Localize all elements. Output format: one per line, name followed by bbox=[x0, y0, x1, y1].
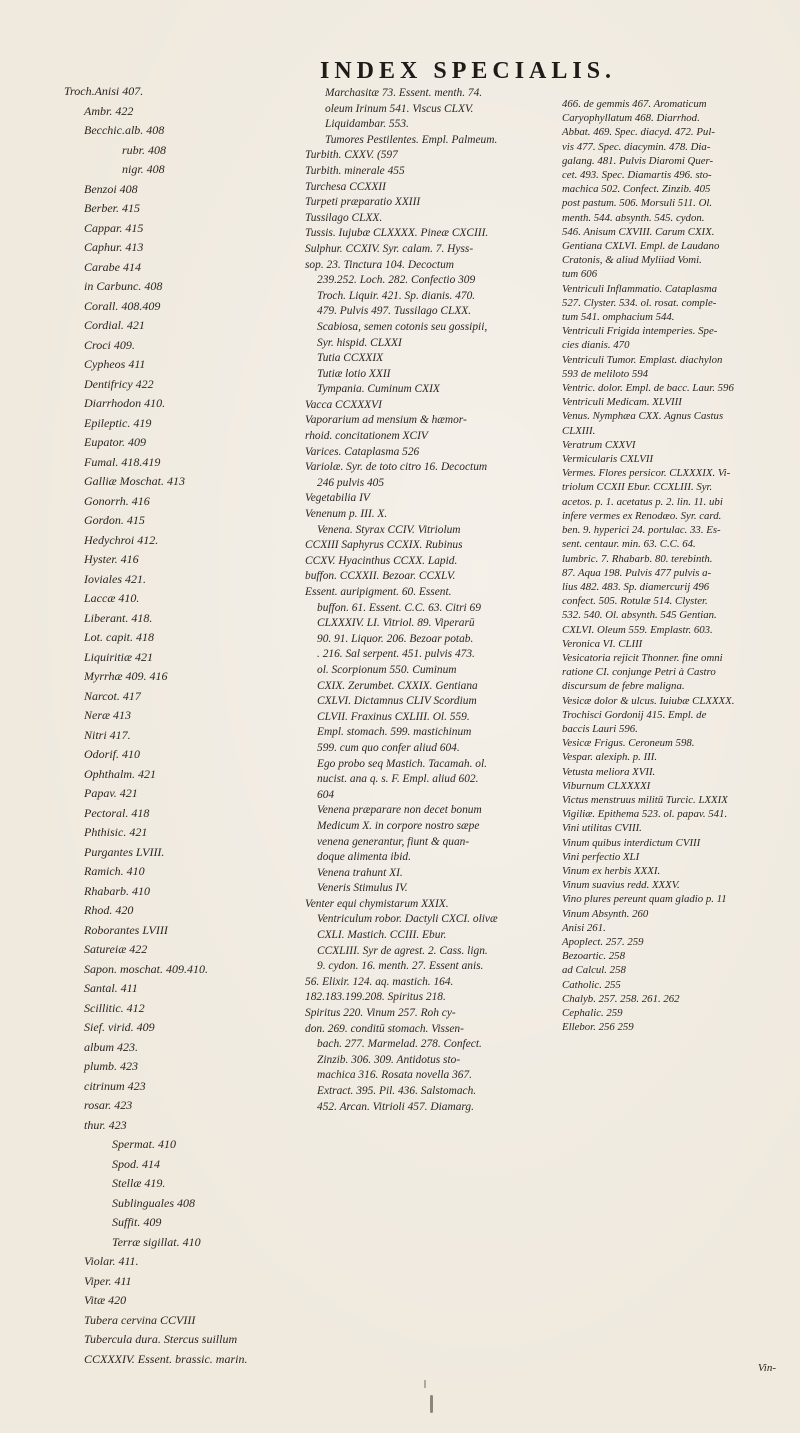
index-line: Tussilago CLXX. bbox=[305, 211, 383, 224]
index-line: Syr. hispid. CLXXI bbox=[317, 336, 402, 349]
index-entry: Sublinguales 408 bbox=[112, 1195, 195, 1210]
index-entry: Tubera cervina CCVIII bbox=[84, 1312, 196, 1327]
index-entry: Sapon. moschat. 409.410. bbox=[84, 961, 208, 976]
index-line: Vinum suavius redd. XXXV. bbox=[562, 879, 680, 892]
index-line: ratione CI. conjunge Petri à Castro bbox=[562, 666, 716, 679]
index-line: buffon. 61. Essent. C.C. 63. Citri 69 bbox=[317, 601, 481, 614]
index-line: Vinum quibus interdictum CVIII bbox=[562, 836, 701, 849]
index-line: 239.252. Loch. 282. Confectio 309 bbox=[317, 274, 476, 287]
ink-mark bbox=[430, 1395, 433, 1413]
index-entry: Viper. 411 bbox=[84, 1273, 132, 1288]
index-line: Apoplect. 257. 259 bbox=[562, 935, 644, 948]
index-line: Vinum Absynth. 260 bbox=[562, 907, 649, 920]
index-line: 604 bbox=[317, 788, 335, 801]
index-line: Vigiliæ. Epithema 523. ol. papav. 541. bbox=[562, 808, 728, 821]
index-entry: Spermat. 410 bbox=[112, 1137, 176, 1151]
index-line: Viburnum CLXXXXI bbox=[562, 779, 651, 792]
index-line: Ventriculum robor. Dactyli CXCI. olivæ bbox=[317, 913, 498, 926]
index-line: Venena trahunt XI. bbox=[317, 866, 403, 879]
index-entry: thur. 423 bbox=[84, 1117, 127, 1132]
index-line: 546. Anisum CXVIII. Carum CXIX. bbox=[562, 225, 715, 238]
index-line: menth. 544. absynth. 545. cydon. bbox=[562, 211, 705, 224]
index-line: Vesicatoria rejicit Thonner. fine omni bbox=[562, 651, 723, 664]
index-line: Trochisci Gordonij 415. Empl. de bbox=[562, 708, 707, 721]
index-line: ad Calcul. 258 bbox=[562, 964, 626, 977]
index-line: Venus. Nymphæa CXX. Agnus Castus bbox=[562, 410, 724, 423]
index-line: baccis Lauri 596. bbox=[562, 722, 638, 735]
index-line: Tutia CCXXIX bbox=[317, 352, 384, 365]
index-line: 599. cum quo confer aliud 604. bbox=[317, 741, 460, 754]
index-line: Empl. stomach. 599. mastichinum bbox=[317, 726, 472, 739]
index-line: Venena præparare non decet bonum bbox=[317, 804, 482, 817]
index-line: machica 502. Confect. Zinzib. 405 bbox=[562, 183, 711, 196]
index-line: Marchasitæ 73. Essent. menth. 74. bbox=[325, 87, 483, 99]
index-line: Ego probo seq Mastich. Tacamah. ol. bbox=[317, 757, 488, 770]
index-line: Gentiana CXLVI. Empl. de Laudano bbox=[562, 240, 720, 253]
index-column-left bbox=[64, 82, 248, 1369]
index-entry: Corall. 408.409 bbox=[84, 298, 161, 313]
index-entry: Hyster. 416 bbox=[84, 552, 139, 566]
index-entry: Cypheos 411 bbox=[84, 357, 146, 371]
index-line: oleum Irinum 541. Viscus CLXV. bbox=[325, 102, 474, 115]
index-line: Ventriculi Medicam. XLVIII bbox=[562, 396, 682, 409]
index-line: confect. 505. Rotulæ 514. Clyster. bbox=[562, 595, 708, 608]
index-entry: Troch.Anisi 407. bbox=[64, 84, 144, 98]
index-column-right bbox=[562, 97, 784, 1034]
index-entry: Liberant. 418. bbox=[84, 610, 153, 625]
index-line: 90. 91. Liquor. 206. Bezoar potab. bbox=[317, 632, 474, 645]
index-line: 56. Elixir. 124. aq. mastich. 164. bbox=[305, 975, 454, 988]
index-line: Turpeti præparatio XXIII bbox=[305, 196, 421, 209]
index-line: Cephalic. 259 bbox=[562, 1007, 623, 1019]
index-line: machica 316. Rosata novella 367. bbox=[317, 1069, 473, 1082]
index-line: CXLVI. Dictamnus CLIV Scordium bbox=[317, 695, 477, 708]
index-line: CCXLIII. Syr de agrest. 2. Cass. lign. bbox=[317, 944, 488, 957]
index-line: Vermes. Flores persicor. CLXXXIX. Vi- bbox=[562, 467, 731, 480]
index-entry: Rhabarb. 410 bbox=[84, 883, 150, 898]
index-line: 593 de meliloto 594 bbox=[562, 367, 649, 380]
index-line: Liquidambar. 553. bbox=[325, 118, 409, 131]
index-line: lumbric. 7. Rhabarb. 80. terebinth. bbox=[562, 552, 713, 565]
index-line: 9. cydon. 16. menth. 27. Essent anis. bbox=[317, 960, 484, 973]
index-line: discursum de febre maligna. bbox=[562, 680, 685, 693]
index-line: Essent. auripigment. 60. Essent. bbox=[305, 586, 452, 598]
index-entry: Ramich. 410 bbox=[84, 864, 145, 878]
index-line: Turbith. minerale 455 bbox=[305, 164, 405, 177]
index-line: Cratonis, & aliud Myliiad Vomi. bbox=[562, 254, 702, 267]
index-line: CLXXXIV. LI. Vitriol. 89. Viperarū bbox=[317, 617, 475, 630]
index-entry: Roborantes LVIII bbox=[84, 922, 168, 937]
index-entry: Diarrhodon 410. bbox=[84, 396, 166, 410]
index-entry: Epileptic. 419 bbox=[84, 415, 152, 430]
index-entry: Tubercula dura. Stercus suillum bbox=[84, 1332, 238, 1346]
index-line: Veronica VI. CLIII bbox=[562, 637, 643, 650]
index-line: post pastum. 506. Morsuli 511. Ol. bbox=[562, 197, 713, 210]
index-entry: in Carbunc. 408 bbox=[84, 279, 163, 293]
index-line: don. 269. conditū stomach. Vissen- bbox=[305, 1022, 464, 1035]
index-line: Vetusta meliora XVII. bbox=[562, 765, 656, 778]
index-entry: Eupator. 409 bbox=[84, 435, 147, 449]
index-line: CCXIII Saphyrus CCXIX. Rubinus bbox=[305, 539, 463, 552]
index-entry: citrinum 423 bbox=[84, 1078, 146, 1093]
index-entry: Laccæ 410. bbox=[84, 591, 140, 605]
index-line: Vini perfectio XLI bbox=[562, 850, 640, 863]
index-entry: Phthisic. 421 bbox=[84, 825, 148, 839]
index-line: 87. Aqua 198. Pulvis 477 pulvis a- bbox=[562, 566, 712, 579]
index-line: Anisi 261. bbox=[562, 921, 606, 934]
index-line: 527. Clyster. 534. ol. rosat. comple- bbox=[562, 296, 717, 309]
index-entry: Odorif. 410 bbox=[84, 747, 141, 761]
index-line: bach. 277. Marmelad. 278. Confect. bbox=[317, 1038, 482, 1051]
index-entry: Nitri 417. bbox=[84, 727, 131, 742]
index-entry: Scillitic. 412 bbox=[84, 1000, 145, 1015]
index-entry: Ophthalm. 421 bbox=[84, 766, 156, 781]
index-line: infere vermes ex Renodæo. Syr. card. bbox=[562, 509, 722, 522]
index-line: Turchesa CCXXII bbox=[305, 180, 386, 193]
index-entry: Sief. virid. 409 bbox=[84, 1020, 155, 1034]
index-line: Ventric. dolor. Empl. de bacc. Laur. 596 bbox=[562, 382, 734, 395]
index-line: Venter equi chymistarum XXIX. bbox=[305, 897, 449, 910]
index-line: Vaporarium ad mensium & hæmor- bbox=[305, 414, 467, 427]
index-entry: Satureiæ 422 bbox=[84, 942, 148, 956]
index-entry: rubr. 408 bbox=[122, 142, 167, 157]
index-line: cet. 493. Spec. Diamartis 496. sto- bbox=[562, 169, 712, 182]
index-line: Tumores Pestilentes. Empl. Palmeum. bbox=[325, 133, 498, 146]
index-line: vis 477. Spec. diacymin. 478. Dia- bbox=[562, 140, 711, 153]
index-line: Troch. Liquir. 421. Sp. dianis. 470. bbox=[317, 289, 476, 302]
index-line: Zinzib. 306. 309. Antidotus sto- bbox=[317, 1053, 461, 1066]
index-entry: Violar. 411. bbox=[84, 1254, 139, 1268]
index-line: acetos. p. 1. acetatus p. 2. lin. 11. ubi bbox=[562, 495, 723, 508]
index-line: Extract. 395. Pil. 436. Salstomach. bbox=[317, 1085, 477, 1097]
index-line: Vino plures pereunt quam gladio p. 11 bbox=[562, 893, 727, 906]
index-line: cies dianis. 470 bbox=[562, 339, 630, 352]
index-line: 532. 540. Ol. absynth. 545 Gentian. bbox=[562, 609, 717, 622]
index-line: Sulphur. CCXIV. Syr. calam. 7. Hyss- bbox=[305, 242, 474, 255]
index-line: Tutiæ lotio XXII bbox=[317, 367, 391, 380]
index-line: lius 482. 483. Sp. diamercurij 496 bbox=[562, 580, 710, 593]
index-line: Varices. Cataplasma 526 bbox=[305, 445, 420, 458]
index-entry: Papav. 421 bbox=[84, 786, 138, 800]
index-entry: Fumal. 418.419 bbox=[84, 454, 161, 469]
index-line: Ellebor. 256 259 bbox=[562, 1021, 634, 1034]
index-entry: Stellæ 419. bbox=[112, 1176, 166, 1190]
index-line: Vini utilitas CVIII. bbox=[562, 822, 642, 835]
index-entry: Purgantes LVIII. bbox=[84, 844, 165, 859]
index-line: rhoid. concitationem XCIV bbox=[305, 430, 428, 443]
index-line: Vesicæ Frigus. Ceroneum 598. bbox=[562, 737, 695, 750]
index-entry: Cappar. 415 bbox=[84, 220, 144, 235]
index-line: Variolæ. Syr. de toto citro 16. Decoctum bbox=[305, 461, 488, 474]
index-line: galang. 481. Pulvis Diaromi Quer- bbox=[562, 154, 714, 167]
index-line: Turbith. CXXV. (597 bbox=[305, 149, 398, 162]
index-line: Veratrum CXXVI bbox=[562, 438, 636, 451]
index-line: Vesicæ dolor & ulcus. Iuiubæ CLXXXX. bbox=[562, 694, 735, 707]
index-line: Spiritus 220. Vinum 257. Roh cy- bbox=[305, 1007, 456, 1020]
index-entry: Vitæ 420 bbox=[84, 1293, 127, 1307]
index-entry: Terræ sigillat. 410 bbox=[112, 1234, 201, 1249]
index-entry: plumb. 423 bbox=[84, 1059, 138, 1073]
index-line: CLXIII. bbox=[562, 424, 596, 437]
index-line: Tympania. Cuminum CXIX bbox=[317, 383, 440, 396]
ink-mark bbox=[424, 1380, 426, 1388]
index-line: 466. de gemmis 467. Aromaticum bbox=[562, 98, 707, 110]
index-entry: Carabe 414 bbox=[84, 259, 141, 274]
index-line: doque alimenta ibid. bbox=[317, 851, 411, 864]
index-entry: rosar. 423 bbox=[84, 1098, 133, 1112]
index-entry: Suffit. 409 bbox=[112, 1215, 162, 1229]
index-line: venena generantur, fiunt & quan- bbox=[317, 835, 470, 848]
index-entry: Hedychroi 412. bbox=[84, 532, 159, 547]
index-line: Venena. Styrax CCIV. Vitriolum bbox=[317, 523, 461, 536]
index-line: Chalyb. 257. 258. 261. 262 bbox=[562, 992, 680, 1005]
index-line: Ventriculi Inflammatio. Cataplasma bbox=[562, 282, 718, 295]
index-line: triolum CCXII Ebur. CCXLIII. Syr. bbox=[562, 481, 713, 494]
index-line: Vinum ex herbis XXXI. bbox=[562, 864, 661, 877]
index-entry: Rhod. 420 bbox=[84, 903, 134, 917]
index-entry: Becchic.alb. 408 bbox=[84, 123, 165, 137]
index-line: Venenum p. III. X. bbox=[305, 508, 388, 521]
index-line: CXLI. Mastich. CCIII. Ebur. bbox=[317, 929, 447, 942]
index-entry: Gordon. 415 bbox=[84, 513, 145, 527]
index-entry: Lot. capit. 418 bbox=[84, 630, 155, 644]
index-line: Catholic. 255 bbox=[562, 978, 621, 991]
index-entry: Gonorrh. 416 bbox=[84, 493, 150, 508]
index-line: ol. Scorpionum 550. Cuminum bbox=[317, 663, 457, 676]
index-entry: Ioviales 421. bbox=[84, 571, 146, 586]
index-entry: Galliæ Moschat. 413 bbox=[84, 474, 185, 488]
index-entry: Liquiritiæ 421 bbox=[84, 649, 154, 664]
index-entry: album 423. bbox=[84, 1039, 138, 1054]
index-line: Vegetabilia IV bbox=[305, 492, 370, 505]
index-line: Bezoartic. 258 bbox=[562, 950, 625, 963]
index-entry: nigr. 408 bbox=[122, 162, 165, 176]
index-line: Caryophyllatum 468. Diarrhod. bbox=[562, 112, 700, 125]
index-line: tum 541. omphacium 544. bbox=[562, 311, 675, 324]
index-entry: Ambr. 422 bbox=[84, 103, 134, 118]
index-entry: Narcot. 417 bbox=[84, 688, 141, 703]
index-line: 479. Pulvis 497. Tussilago CLXX. bbox=[317, 305, 472, 318]
index-entry: Croci 409. bbox=[84, 337, 135, 352]
index-line: sop. 23. Tinctura 104. Decoctum bbox=[305, 258, 455, 271]
page-title: INDEX SPECIALIS. bbox=[320, 58, 617, 84]
index-line: ben. 9. hyperici 24. portulac. 33. Es- bbox=[562, 524, 721, 537]
index-line: Scabiosa, semen cotonis seu gossipii, bbox=[317, 320, 488, 333]
index-line: sent. centaur. min. 63. C.C. 64. bbox=[562, 538, 696, 551]
index-line: Vacca CCXXXVI bbox=[305, 398, 382, 411]
index-entry: Cordial. 421 bbox=[84, 318, 145, 332]
index-entry: Myrrhæ 409. 416 bbox=[84, 669, 168, 683]
index-line: Ventriculi Frigida intemperies. Spe- bbox=[562, 325, 718, 338]
index-line: CCXV. Hyacinthus CCXX. Lapid. bbox=[305, 554, 458, 567]
index-entry: Berber. 415 bbox=[84, 201, 140, 215]
index-line: 182.183.199.208. Spiritus 218. bbox=[305, 991, 446, 1004]
index-line: 246 pulvis 405 bbox=[317, 476, 385, 489]
catchword: Vin- bbox=[757, 1362, 776, 1374]
index-line: Vermicularis CXLVII bbox=[562, 453, 654, 466]
index-entry: Santal. 411 bbox=[84, 981, 138, 995]
index-line: . 216. Sal serpent. 451. pulvis 473. bbox=[317, 648, 475, 661]
index-line: Ventriculi Tumor. Emplast. diachylon bbox=[562, 353, 723, 366]
index-line: Veneris Stimulus IV. bbox=[317, 882, 408, 895]
index-line: nucist. ana q. s. F. Empl. aliud 602. bbox=[317, 773, 479, 786]
index-line: 452. Arcan. Vitrioli 457. Diamarg. bbox=[317, 1100, 474, 1113]
index-entry: Caphur. 413 bbox=[84, 240, 144, 254]
index-line: CLVII. Fraxinus CXLIII. Ol. 559. bbox=[317, 710, 470, 723]
index-line: CXIX. Zerumbet. CXXIX. Gentiana bbox=[317, 679, 478, 692]
index-line: Abbat. 469. Spec. diacyd. 472. Pul- bbox=[562, 126, 715, 139]
index-entry: Pectoral. 418 bbox=[84, 805, 150, 820]
index-line: tum 606 bbox=[562, 268, 598, 281]
index-entry: CCXXXIV. Essent. brassic. marin. bbox=[84, 1351, 248, 1366]
index-line: CXLVI. Oleum 559. Emplastr. 603. bbox=[562, 623, 713, 636]
index-entry: Benzoi 408 bbox=[84, 181, 138, 196]
index-column-middle bbox=[305, 86, 567, 1115]
index-line: Medicum X. in corpore nostro sæpe bbox=[317, 819, 480, 832]
index-entry: Neræ 413 bbox=[84, 708, 132, 722]
index-line: Tussis. Iujubæ CLXXXX. Pineæ CXCIII. bbox=[305, 227, 489, 240]
index-entry: Dentifricy 422 bbox=[84, 376, 154, 391]
index-line: buffon. CCXXII. Bezoar. CCXLV. bbox=[305, 570, 456, 583]
index-line: Vespar. alexiph. p. III. bbox=[562, 751, 658, 764]
index-entry: Spod. 414 bbox=[112, 1156, 160, 1171]
index-line: Victus menstruus militū Turcic. LXXIX bbox=[562, 793, 728, 806]
